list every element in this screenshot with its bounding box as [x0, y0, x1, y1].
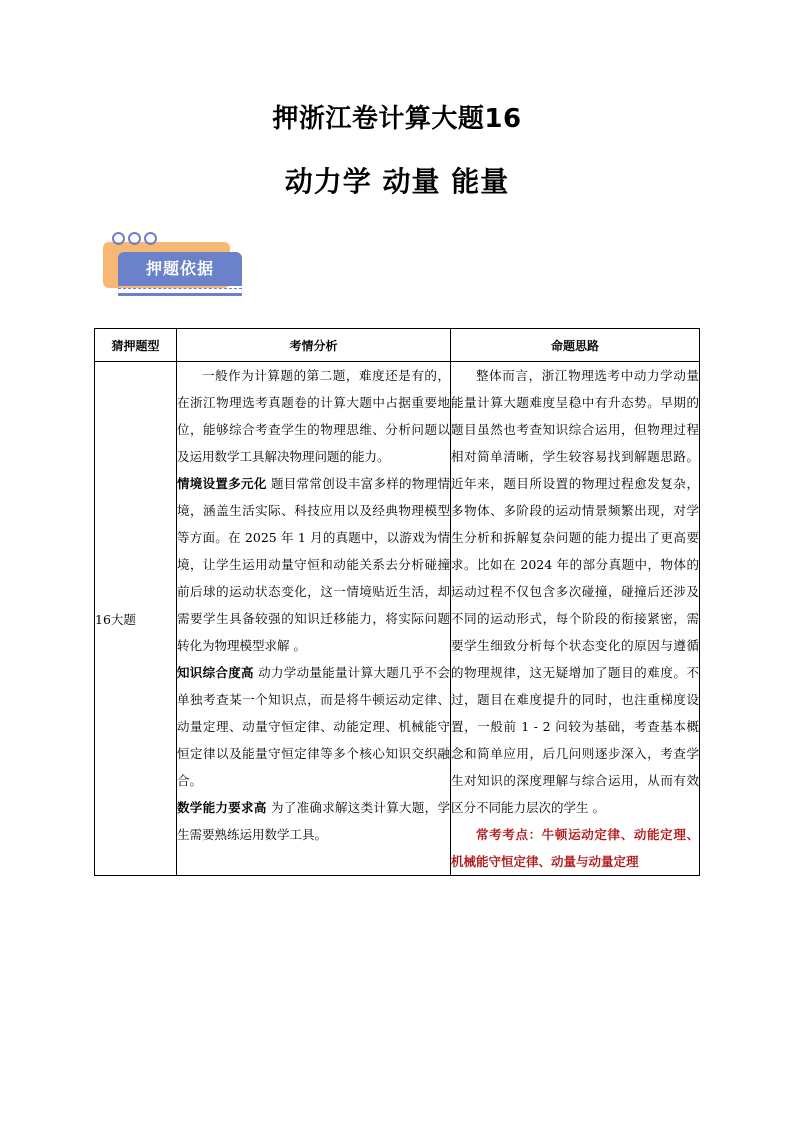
section-badge: [103, 230, 245, 302]
approach-cell: [451, 362, 700, 876]
analysis-cell: [177, 362, 451, 876]
page-subtitle: 动力学 动量 能量: [284, 165, 510, 198]
page-title: 押浙江卷计算大题16: [272, 104, 522, 134]
point-3-title: 数学能力要求高: [177, 800, 267, 815]
analysis-point-2: [177, 659, 450, 794]
point-2-title: 知识综合度高: [177, 665, 254, 680]
badge-underline-bar: [118, 293, 242, 296]
ring-binder-icon: [112, 232, 162, 246]
point-3-text: 为了准确求解这类计算大题，学生需要熟练运用数学工具。: [177, 800, 450, 842]
key-points: 常考考点：牛顿运动定律、动能定理、机械能守恒定律、动量与动量定理: [451, 827, 699, 869]
badge-label: 押题依据: [118, 252, 242, 286]
ring-icon: [112, 232, 125, 245]
row-label: 16大题: [95, 362, 177, 876]
analysis-point-1: [177, 470, 450, 659]
analysis-point-3: [177, 794, 450, 848]
header-approach: 命题思路: [451, 329, 700, 362]
ring-icon: [128, 232, 141, 245]
table-row: [95, 362, 700, 876]
table-header-row: [95, 329, 700, 362]
point-1-title: 情境设置多元化: [177, 476, 267, 491]
point-1-text: 题目常常创设丰富多样的物理情境，涵盖生活实际、科技应用以及经典物理模型等方面。在 2025 年 1 月的真题中，以游戏为情境，让学生运用动量守恒和动能关系去分析碰撞前后球的运动状态变化，这一情境贴近生活，却需要学生具备较强的知识迁移能力，将实际问题转化为物理模型求解 。: [177, 476, 450, 653]
ring-icon: [144, 232, 157, 245]
analysis-table: [94, 328, 700, 876]
header-question-type: 猜押题型: [95, 329, 177, 362]
header-analysis: 考情分析: [177, 329, 451, 362]
analysis-intro: 一般作为计算题的第二题，难度还是有的，在浙江物理选考真题卷的计算大题中占据重要地位，能够综合考查学生的物理思维、分析问题以及运用数学工具解决物理问题的能力。: [177, 368, 450, 464]
badge-dashed-underline: [118, 288, 242, 289]
point-2-text: 动力学动量能量计算大题几乎不会单独考查某一个知识点，而是将牛顿运动定律、动量定理、动量守恒定律、动能定理、机械能守恒定律以及能量守恒定律等多个核心知识交织融合。: [177, 665, 450, 788]
approach-text: 整体而言，浙江物理选考中动力学动量能量计算大题难度呈稳中有升态势。早期的题目虽然也考查知识综合运用，但物理过程相对简单清晰，学生较容易找到解题思路。近年来，题目所设置的物理过程愈发复杂，多物体、多阶段的运动情景频繁出现，对学生分析和拆解复杂问题的能力提出了更高要求。比如在 2024 年的部分真题中，物体的运动过程不仅包含多次碰撞，碰撞后还涉及不同的运动形式，每个阶段的衔接紧密，需要学生细致分析每个状态变化的原因与遵循的物理规律，这无疑增加了题目的难度。不过，题目在难度提升的同时，也注重梯度设置，一般前 1 - 2 问较为基础，考查基本概念和简单应用，后几问则逐步深入，考查学生对知识的深度理解与综合运用，从而有效区分不同能力层次的学生 。: [451, 368, 699, 815]
